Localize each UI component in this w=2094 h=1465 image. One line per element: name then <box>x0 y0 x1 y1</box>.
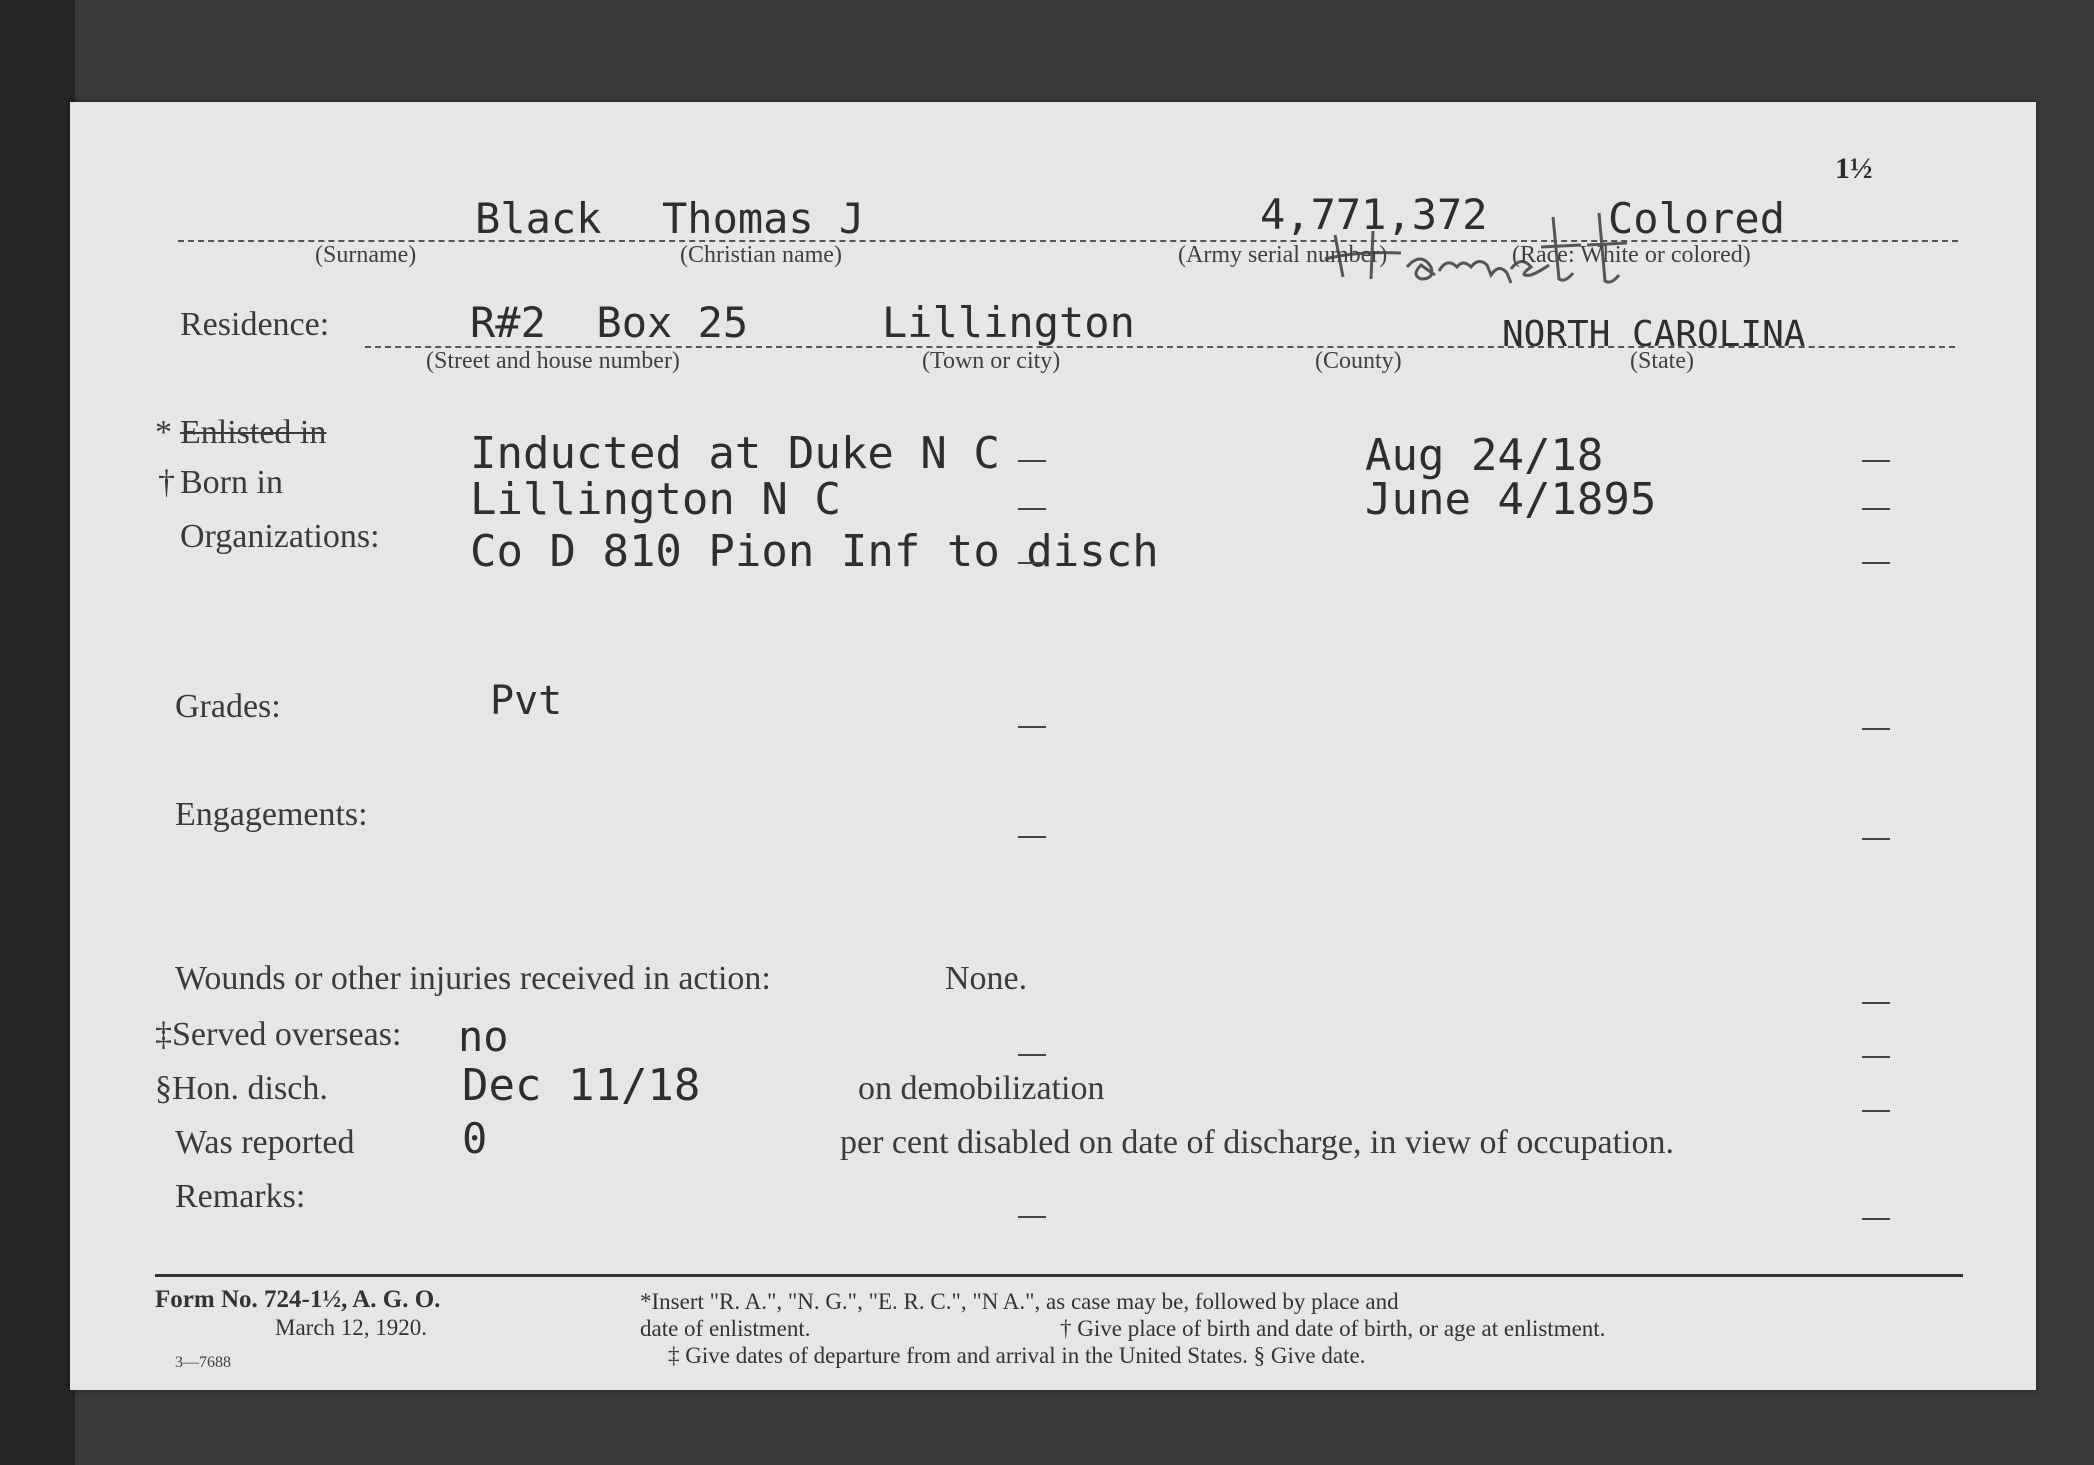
footnote-line-3: ‡ Give dates of departure from and arrival in the United States. § Give date. <box>668 1343 1366 1368</box>
town-caption: (Town or city) <box>922 348 1061 374</box>
born-marker: † <box>158 464 175 501</box>
dash-mark <box>1862 1218 1890 1220</box>
dash-mark <box>1018 460 1046 462</box>
page-fraction: 1½ <box>1835 152 1873 185</box>
race-caption: (Race: White or colored) <box>1512 242 1751 268</box>
born-value: Lillington N C <box>470 474 841 525</box>
enlisted-date: Aug 24/18 <box>1365 430 1604 481</box>
dash-mark <box>1018 1216 1046 1218</box>
footnote-line-1: *Insert "R. A.", "N. G.", "E. R. C.", "N A.", as case may be, followed by place and <box>640 1289 1399 1314</box>
footnote-line-2b: † Give place of birth and date of birth, or age at enlistment. <box>1060 1316 1606 1341</box>
organizations-value: Co D 810 Pion Inf to disch <box>470 526 1159 577</box>
state-caption: (State) <box>1630 348 1694 374</box>
race-value: Colored <box>1608 194 1786 243</box>
dash-mark <box>1862 1056 1890 1058</box>
residence-label: Residence: <box>180 306 330 343</box>
dash-mark <box>1018 726 1046 728</box>
reported-value: 0 <box>462 1114 488 1163</box>
state-value: NORTH CAROLINA <box>1502 314 1806 355</box>
service-record-card <box>70 102 2036 1390</box>
reported-note: per cent disabled on date of discharge, in view of occupation. <box>840 1124 1674 1161</box>
street-caption: (Street and house number) <box>426 348 680 374</box>
surname-value: Black <box>475 194 602 243</box>
scan-border <box>0 0 75 1465</box>
grades-value: Pvt <box>490 678 563 724</box>
serial-number-value: 4,771,372 <box>1260 190 1488 239</box>
serial-number-caption: (Army serial number) <box>1178 242 1388 268</box>
wounds-value: None. <box>945 960 1028 997</box>
engagements-label: Engagements: <box>175 796 368 833</box>
dash-mark <box>1018 508 1046 510</box>
dash-mark <box>1862 460 1890 462</box>
born-date: June 4/1895 <box>1365 474 1657 525</box>
dash-mark <box>1862 508 1890 510</box>
dash-mark <box>1862 562 1890 564</box>
reported-label: Was reported <box>175 1124 355 1161</box>
served-overseas-value: no <box>458 1012 509 1061</box>
christian-name-value: Thomas J <box>662 194 865 243</box>
dash-mark <box>1862 1002 1890 1004</box>
hon-disch-value: Dec 11/18 <box>462 1060 701 1111</box>
dash-mark <box>1018 836 1046 838</box>
hon-disch-label: §Hon. disch. <box>155 1070 328 1107</box>
born-label: Born in <box>180 464 283 501</box>
footer-rule <box>155 1274 1963 1277</box>
street-value: R#2 Box 25 <box>470 298 749 347</box>
form-number: Form No. 724-1½, A. G. O. <box>155 1286 441 1313</box>
wounds-label: Wounds or other injuries received in action: <box>175 960 771 997</box>
dash-mark <box>1862 728 1890 730</box>
dash-mark <box>1018 1054 1046 1056</box>
enlisted-marker: * <box>155 414 172 451</box>
print-code: 3—7688 <box>175 1354 231 1371</box>
surname-caption: (Surname) <box>315 242 417 268</box>
footnote-line-2a: date of enlistment. <box>640 1316 811 1341</box>
christian-name-caption: (Christian name) <box>680 242 842 268</box>
grades-label: Grades: <box>175 688 281 725</box>
served-overseas-label: ‡Served overseas: <box>155 1016 402 1053</box>
town-value: Lillington <box>882 298 1135 347</box>
enlisted-value: Inducted at Duke N C <box>470 428 1000 479</box>
dash-mark <box>1862 1110 1890 1112</box>
remarks-label: Remarks: <box>175 1178 306 1215</box>
form-date: March 12, 1920. <box>275 1315 428 1340</box>
hon-disch-note: on demobilization <box>858 1070 1105 1107</box>
dash-mark <box>1862 838 1890 840</box>
organizations-label: Organizations: <box>180 518 380 555</box>
county-caption: (County) <box>1315 348 1402 374</box>
dash-mark <box>1018 562 1046 564</box>
enlisted-label: Enlisted in <box>180 414 327 451</box>
